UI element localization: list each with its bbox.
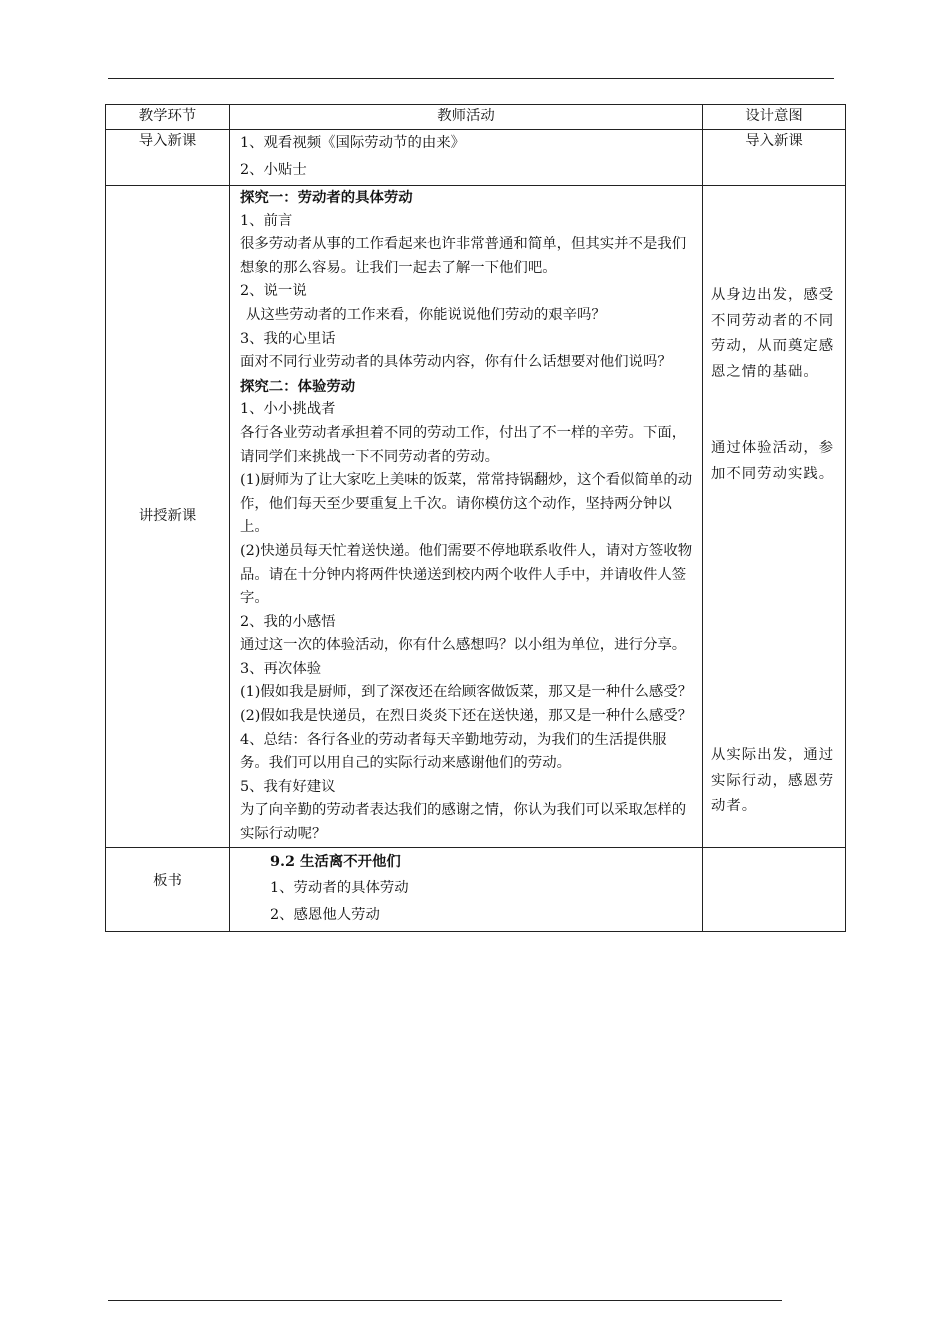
activity-line: 2、我的小感悟 [240, 613, 336, 630]
intent-board [703, 847, 846, 931]
activity-line: (1)假如我是厨师，到了深夜还在给顾客做饭菜，那又是一种什么感受？ [240, 684, 693, 701]
board-title: 9.2 生活离不开他们 [270, 852, 401, 870]
stage-board: 板书 [106, 847, 230, 931]
activity-line: 通过这一次的体验活动，你有什么感想吗？以小组为单位，进行分享。 [240, 637, 687, 654]
intent-text: 从实际出发，通过实际行动，感恩劳动者。 [711, 747, 835, 814]
activity-lecture [230, 186, 703, 848]
activity-line: 1、观看视频《国际劳动节的由来》 [240, 135, 466, 151]
header-rule [108, 78, 834, 79]
section-heading: 探究二：体验劳动 [240, 377, 356, 395]
lesson-plan-table [105, 104, 846, 932]
intent-lecture [703, 186, 846, 848]
activity-line: 面对不同行业劳动者的具体劳动内容，你有什么话想要对他们说吗？ [240, 354, 672, 371]
activity-board [230, 847, 703, 931]
table-row-intro [106, 130, 846, 186]
activity-line: 2、小贴士 [240, 162, 307, 178]
intent-intro: 导入新课 [703, 130, 846, 186]
activity-line: 4、总结：各行各业的劳动者每天辛勤地劳动，为我们的生活提供服务。我们可以用自己的实际行动来感谢他们的劳动。 [240, 731, 667, 772]
activity-line: 3、再次体验 [240, 660, 322, 677]
stage-lecture: 讲授新课 [106, 186, 230, 848]
activity-line: (1)厨师为了让大家吃上美味的饭菜，常常持锅翻炒，这个看似简单的动作，他们每天至少要重复上千次。请你模仿这个动作，坚持两分钟以上。 [240, 472, 693, 536]
intent-text: 从身边出发，感受不同劳动者的不同劳动，从而奠定感恩之情的基础。 [711, 287, 835, 380]
table-row-board [106, 847, 846, 931]
activity-line: 为了向辛勤的劳动者表达我们的感谢之情，你认为我们可以采取怎样的实际行动呢？ [240, 802, 687, 843]
activity-line: 各行各业劳动者承担着不同的劳动工作，付出了不一样的辛劳。下面，请同学们来挑战一下不同劳动者的劳动。 [240, 424, 687, 465]
activity-line: 2、说一说 [240, 283, 307, 300]
activity-line: 1、小小挑战者 [240, 401, 336, 418]
intent-text: 通过体验活动，参加不同劳动实践。 [711, 440, 835, 482]
header-intent: 设计意图 [703, 105, 846, 130]
table-row-lecture [106, 186, 846, 848]
activity-line: 1、前言 [240, 212, 293, 229]
header-activity: 教师活动 [230, 105, 703, 130]
activity-line: 3、我的心里话 [240, 330, 336, 347]
activity-line: (2)假如我是快递员，在烈日炎炎下还在送快递，那又是一种什么感受？ [240, 708, 693, 725]
stage-intro: 导入新课 [106, 130, 230, 186]
activity-line: 从这些劳动者的工作来看，你能说说他们劳动的艰辛吗？ [246, 306, 606, 323]
footer-rule [108, 1300, 782, 1301]
activity-line: 很多劳动者从事的工作看起来也许非常普通和简单，但其实并不是我们想象的那么容易。让我们一起去了解一下他们吧。 [240, 236, 687, 276]
activity-line: 5、我有好建议 [240, 778, 336, 795]
activity-intro [230, 130, 703, 186]
board-item: 2、感恩他人劳动 [270, 906, 380, 923]
table-header-row [106, 105, 846, 130]
section-heading: 探究一：劳动者的具体劳动 [240, 189, 413, 206]
activity-line: (2)快递员每天忙着送快递。他们需要不停地联系收件人，请对方签收物品。请在十分钟内将两件快递送到校内两个收件人手中，并请收件人签字。 [240, 542, 693, 607]
header-stage: 教学环节 [106, 105, 230, 130]
board-item: 1、劳动者的具体劳动 [270, 879, 409, 896]
